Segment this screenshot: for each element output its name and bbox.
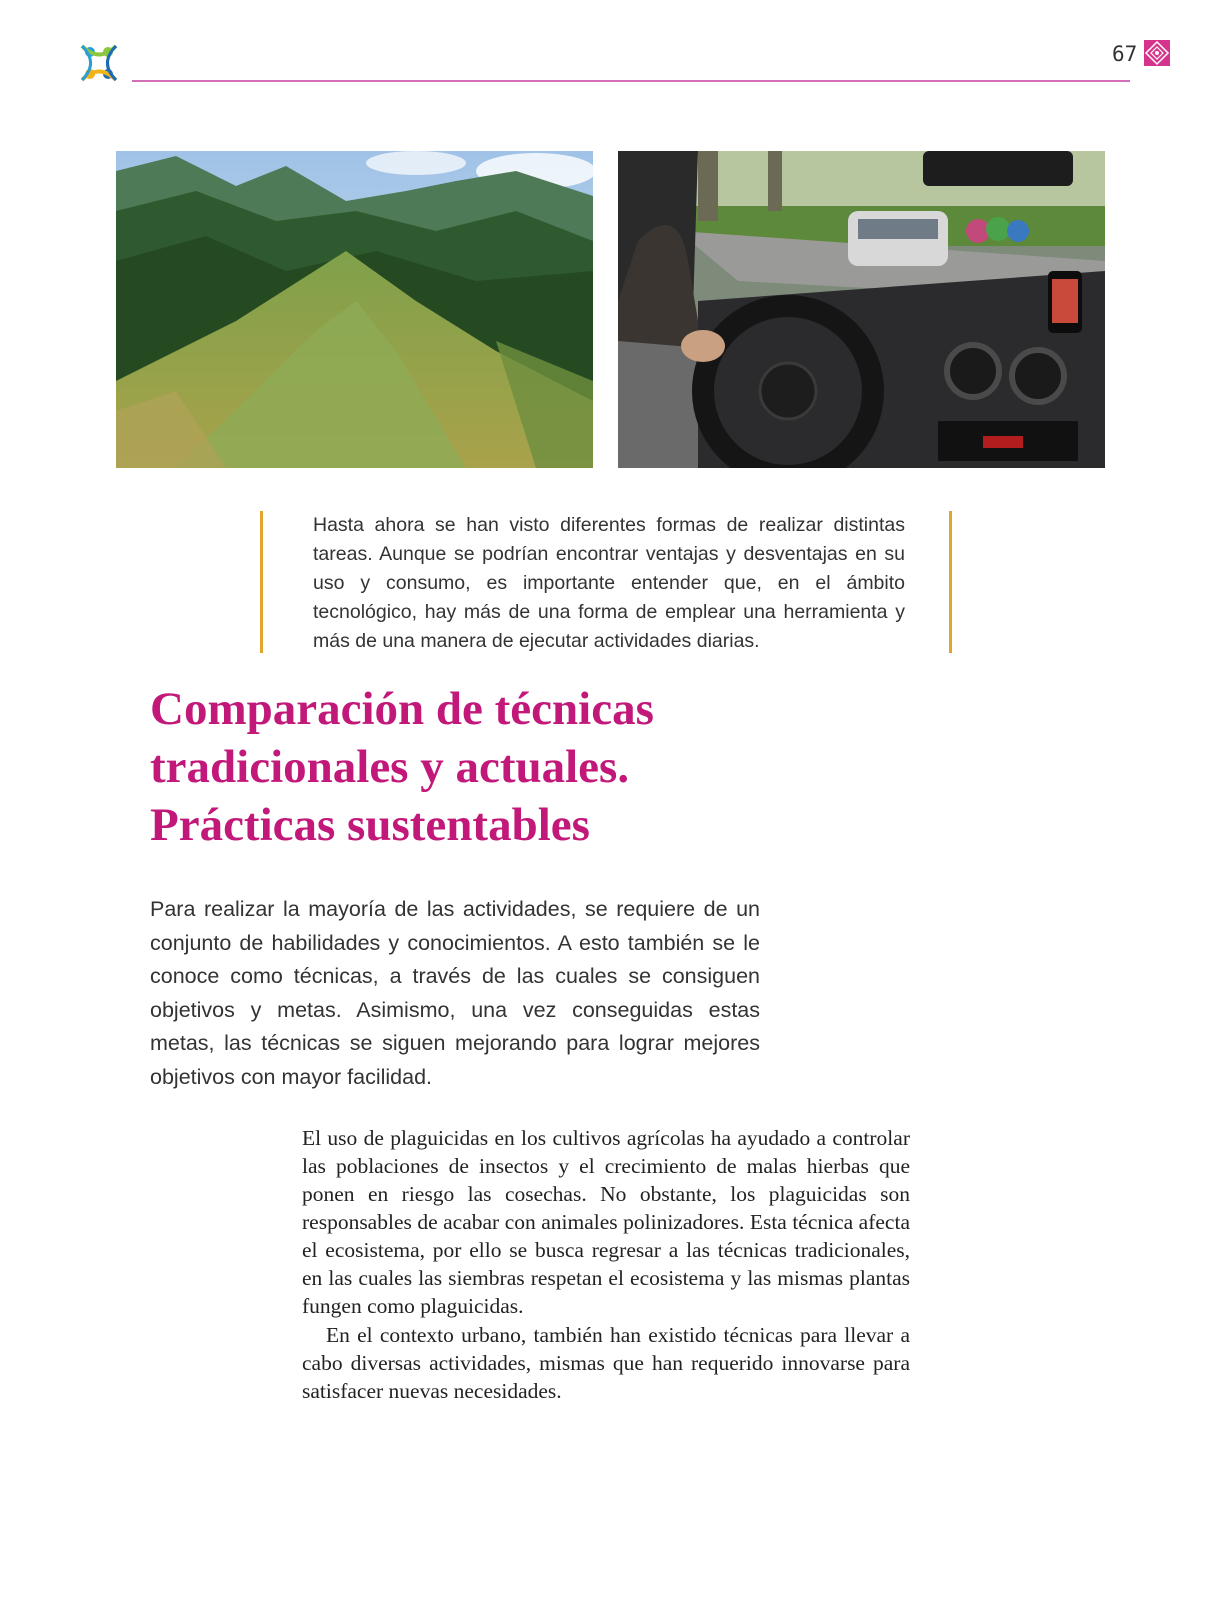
- body-paragraph-3: En el contexto urbano, también han existido técnicas para llevar a cabo diversas actividades, mismas que han requerido innovarse para satisfacer nuevas necesidades.: [302, 1323, 910, 1403]
- driver-with-smartphone-photo: [618, 151, 1105, 468]
- mountain-landscape-photo: [116, 151, 593, 468]
- publisher-logo-icon: [76, 40, 122, 86]
- section-title: [150, 680, 850, 854]
- section-title-line-3: Prácticas sustentables: [150, 799, 590, 851]
- body-paragraph-1: Para realizar la mayoría de las actividades, se requiere de un conjunto de habilidades y conocimientos. A esto también se le conoce como técnicas, a través de las cuales se consiguen objetivos y metas. Asimismo, una vez conseguidas estas metas, las técnicas se siguen mejorando para lograr mejores objetivos con mayor facilidad.: [150, 897, 760, 1089]
- header-rule: [132, 80, 1130, 82]
- intro-callout: [260, 511, 952, 653]
- page-ornament-icon: [1144, 40, 1170, 66]
- intro-text: Hasta ahora se han visto diferentes formas de realizar distintas tareas. Aunque se podrían encontrar ventajas y desventajas en su uso y consumo, es importante entender que, en el ámbito tecnológico, hay más de una forma de emplear una herramienta y más de una manera de ejecutar actividades diarias.: [313, 514, 905, 652]
- section-title-line-2: tradicionales y actuales.: [150, 741, 630, 793]
- section-title-line-1: Comparación de técnicas: [150, 683, 654, 735]
- body-paragraph-2: El uso de plaguicidas en los cultivos agrícolas ha ayudado a controlar las poblaciones de insectos y el crecimiento de malas hierbas que ponen en riesgo las cosechas. No obstante, los plaguicidas son responsables de acabar con animales polinizadores. Esta técnica afecta el ecosistema, por ello se busca regresar a las técnicas tradicionales, en las cuales las siembras respetan el ecosistema y las mismas plantas fungen como plaguicidas.: [302, 1126, 910, 1318]
- page-number: 67: [1112, 42, 1138, 66]
